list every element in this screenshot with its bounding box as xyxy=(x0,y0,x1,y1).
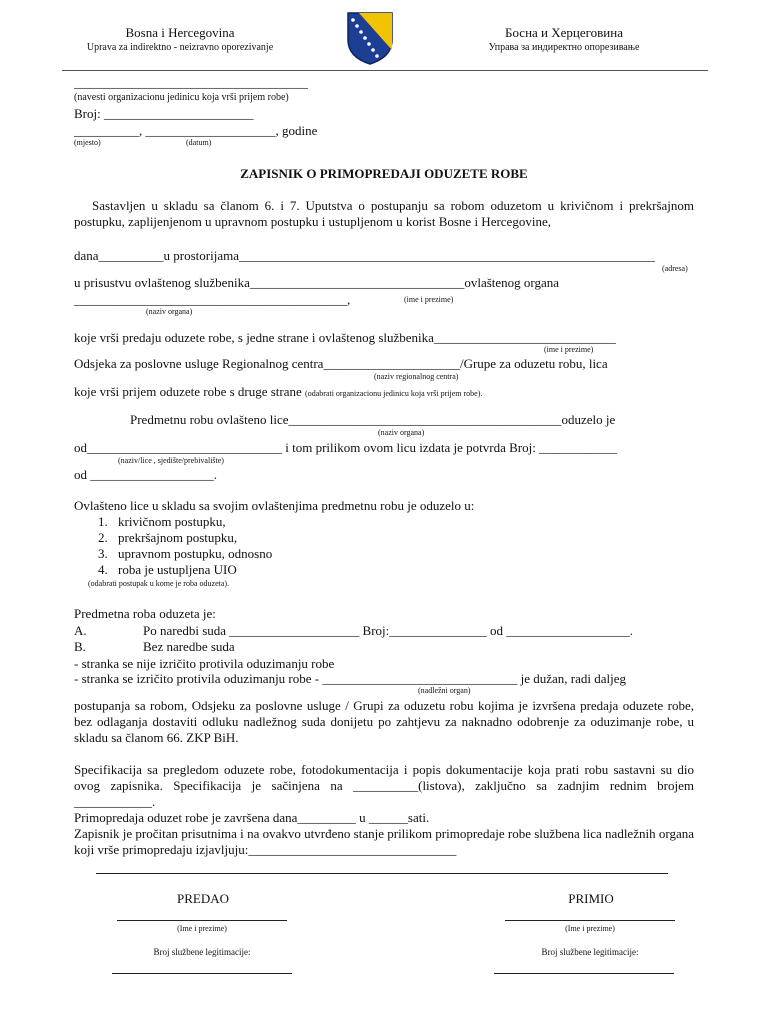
primio-legitimacija-label: Broj službene legitimacije: xyxy=(541,947,639,957)
option-b-text: Bez naredbe suda xyxy=(143,639,235,654)
document-title: ZAPISNIK O PRIMOPREDAJI ODUZETE ROBE xyxy=(240,166,528,181)
list-item xyxy=(98,546,273,562)
list-item-text: roba je ustupljena UIO xyxy=(118,562,237,577)
list-item xyxy=(98,530,238,546)
list-item xyxy=(98,562,237,578)
predao-legitimacija-label: Broj službene legitimacije: xyxy=(153,947,251,957)
option-a-text: Po naredbi suda ____________________ Broj:_______________ od ___________________. xyxy=(143,623,634,638)
broj-field: Broj: _______________________ xyxy=(74,106,254,121)
header-right-title: Босна и Херцеговина xyxy=(505,25,623,40)
header-left-title: Bosna i Hercegovina xyxy=(125,25,235,40)
naziv-organa-label-2: (naziv organa) xyxy=(378,428,425,437)
odsjeka-line: Odsjeka za poslovne usluge Regionalnog centra_____________________/Grupe za oduzetu robu, lica xyxy=(74,356,608,371)
org-unit-line: ____________________________________ xyxy=(74,75,308,90)
predao-legitimacija-line xyxy=(112,973,292,974)
adresa-label: (adresa) xyxy=(662,264,688,273)
primopredaja-line: Primopredaja oduzet robe je završena dana_________ u ______sati. xyxy=(74,810,430,825)
ime-prezime-label-1: (ime i prezime) xyxy=(404,295,454,304)
header-divider xyxy=(62,70,708,71)
od-line: od______________________________ i tom prilikom ovom licu izdata je potvrda Broj: ____________ xyxy=(74,440,618,455)
datum-label: (datum) xyxy=(186,138,212,147)
primio-ime-prezime-label: (Ime i prezime) xyxy=(565,924,615,933)
list-item-number: 3. xyxy=(98,546,108,561)
list-item-number: 2. xyxy=(98,530,108,545)
option-b-label: B. xyxy=(74,639,86,654)
ime-prezime-label-2: (ime i prezime) xyxy=(544,345,594,354)
list-hint: (odabrati postupak u kome je roba oduzeta). xyxy=(88,579,230,588)
place-date-field: __________, ____________________, godine xyxy=(74,123,318,138)
koje-prijem-hint: (odabrati organizacionu jedinicu koja vrši prijem robe). xyxy=(305,389,483,398)
header-left-subtitle: Uprava za indirektno - neizravno oporezivanje xyxy=(86,42,274,53)
list-item-text: upravnom postupku, odnosno xyxy=(118,546,273,561)
primio-legitimacija-line xyxy=(494,973,674,974)
intro-paragraph: Sastavljen u skladu sa članom 6. i 7. Uputstva o postupanju sa robom oduzetom u krivičnom i prekršajnom postupku, zaplijenjenom u upravnom postupku i ustupljenom u korist Bosne i Hercegovine, xyxy=(74,198,694,229)
koje-prijem-text: koje vrši prijem oduzete robe s druge strane xyxy=(74,384,302,399)
specifikacija-paragraph: Specifikacija sa pregledom oduzete robe, fotodokumentacija i popis dokumentacije koja prati robu sastavni su dio ovog zapisnika. Specifikacija je sačinjena na __________(listova), zaključno sa zadnjim rednim brojem ____________. xyxy=(74,762,694,809)
koje-prijem-line xyxy=(74,384,482,402)
postupanja-paragraph: postupanja sa robom, Odsjeku za poslovne usluge / Grupi za oduzetu robu kojima je izvršena predaja oduzete robe, bez odlaganja dostaviti odluku nadležnog suda donijetu po zahtjevu za naknadno odobrenje za oduzimanje robe, u skladu sa članom 66. ZKP BiH. xyxy=(74,698,694,745)
predmetnu-line: Predmetnu robu ovlašteno lice__________________________________________oduzelo je xyxy=(130,412,616,427)
dash-item-2: - stranka se izričito protivila oduzimanju robe - ______________________________ je dužan, radi daljeg xyxy=(74,671,627,686)
predmetna-line: Predmetna roba oduzeta je: xyxy=(74,606,216,621)
nadlezni-organ-label: (nadležni organ) xyxy=(418,686,471,695)
bih-coat-of-arms-icon xyxy=(345,10,395,66)
naziv-lice-label: (naziv/lice , sjedište/prebivalište) xyxy=(118,456,224,465)
predao-heading: PREDAO xyxy=(176,891,229,906)
zapisnik-paragraph: Zapisnik je pročitan prisutnima i na ovakvo utvrđeno stanje prilikom primopredaje robe službena lica nadležnih organa koji vrše primopredaju izjavljuju:________________________________ xyxy=(74,826,694,857)
mjesto-label: (mjesto) xyxy=(74,138,101,147)
primio-name-line xyxy=(505,920,675,921)
closing-rule xyxy=(96,873,668,874)
list-item-text: krivičnom postupku, xyxy=(118,514,226,529)
list-item-number: 4. xyxy=(98,562,108,577)
list-item xyxy=(98,514,226,530)
naziv-centra-label: (naziv regionalnog centra) xyxy=(374,372,459,381)
header-right xyxy=(414,24,714,55)
od-short-line: od ___________________. xyxy=(74,467,217,482)
naziv-organa-label-1: (naziv organa) xyxy=(146,307,193,316)
header-right-subtitle: Управа за индиректно опорезивање xyxy=(488,42,640,53)
prisustvo-line: u prisustvu ovlaštenog službenika_________________________________ovlaštenog organa xyxy=(74,275,560,290)
dana-line: dana__________u prostorijama________________________________________________________________ xyxy=(74,248,655,263)
predao-name-line xyxy=(117,920,287,921)
predao-ime-prezime-label: (Ime i prezime) xyxy=(177,924,227,933)
option-a-label: A. xyxy=(74,623,87,638)
header-left xyxy=(30,24,330,55)
ovlasteno-line: Ovlašteno lice u skladu sa svojim ovlaštenjima predmetnu robu je oduzelo u: xyxy=(74,498,475,513)
organ-line: __________________________________________, xyxy=(74,292,351,307)
org-unit-hint: (navesti organizacionu jedinicu koja vrši prijem robe) xyxy=(74,92,289,103)
primio-heading: PRIMIO xyxy=(568,891,614,906)
koje-vrsi-line: koje vrši predaju oduzete robe, s jedne strane i ovlaštenog službenika____________________________ xyxy=(74,330,616,345)
list-item-text: prekršajnom postupku, xyxy=(118,530,238,545)
list-item-number: 1. xyxy=(98,514,108,529)
dash-item-1: - stranka se nije izričito protivila oduzimanju robe xyxy=(74,656,335,671)
